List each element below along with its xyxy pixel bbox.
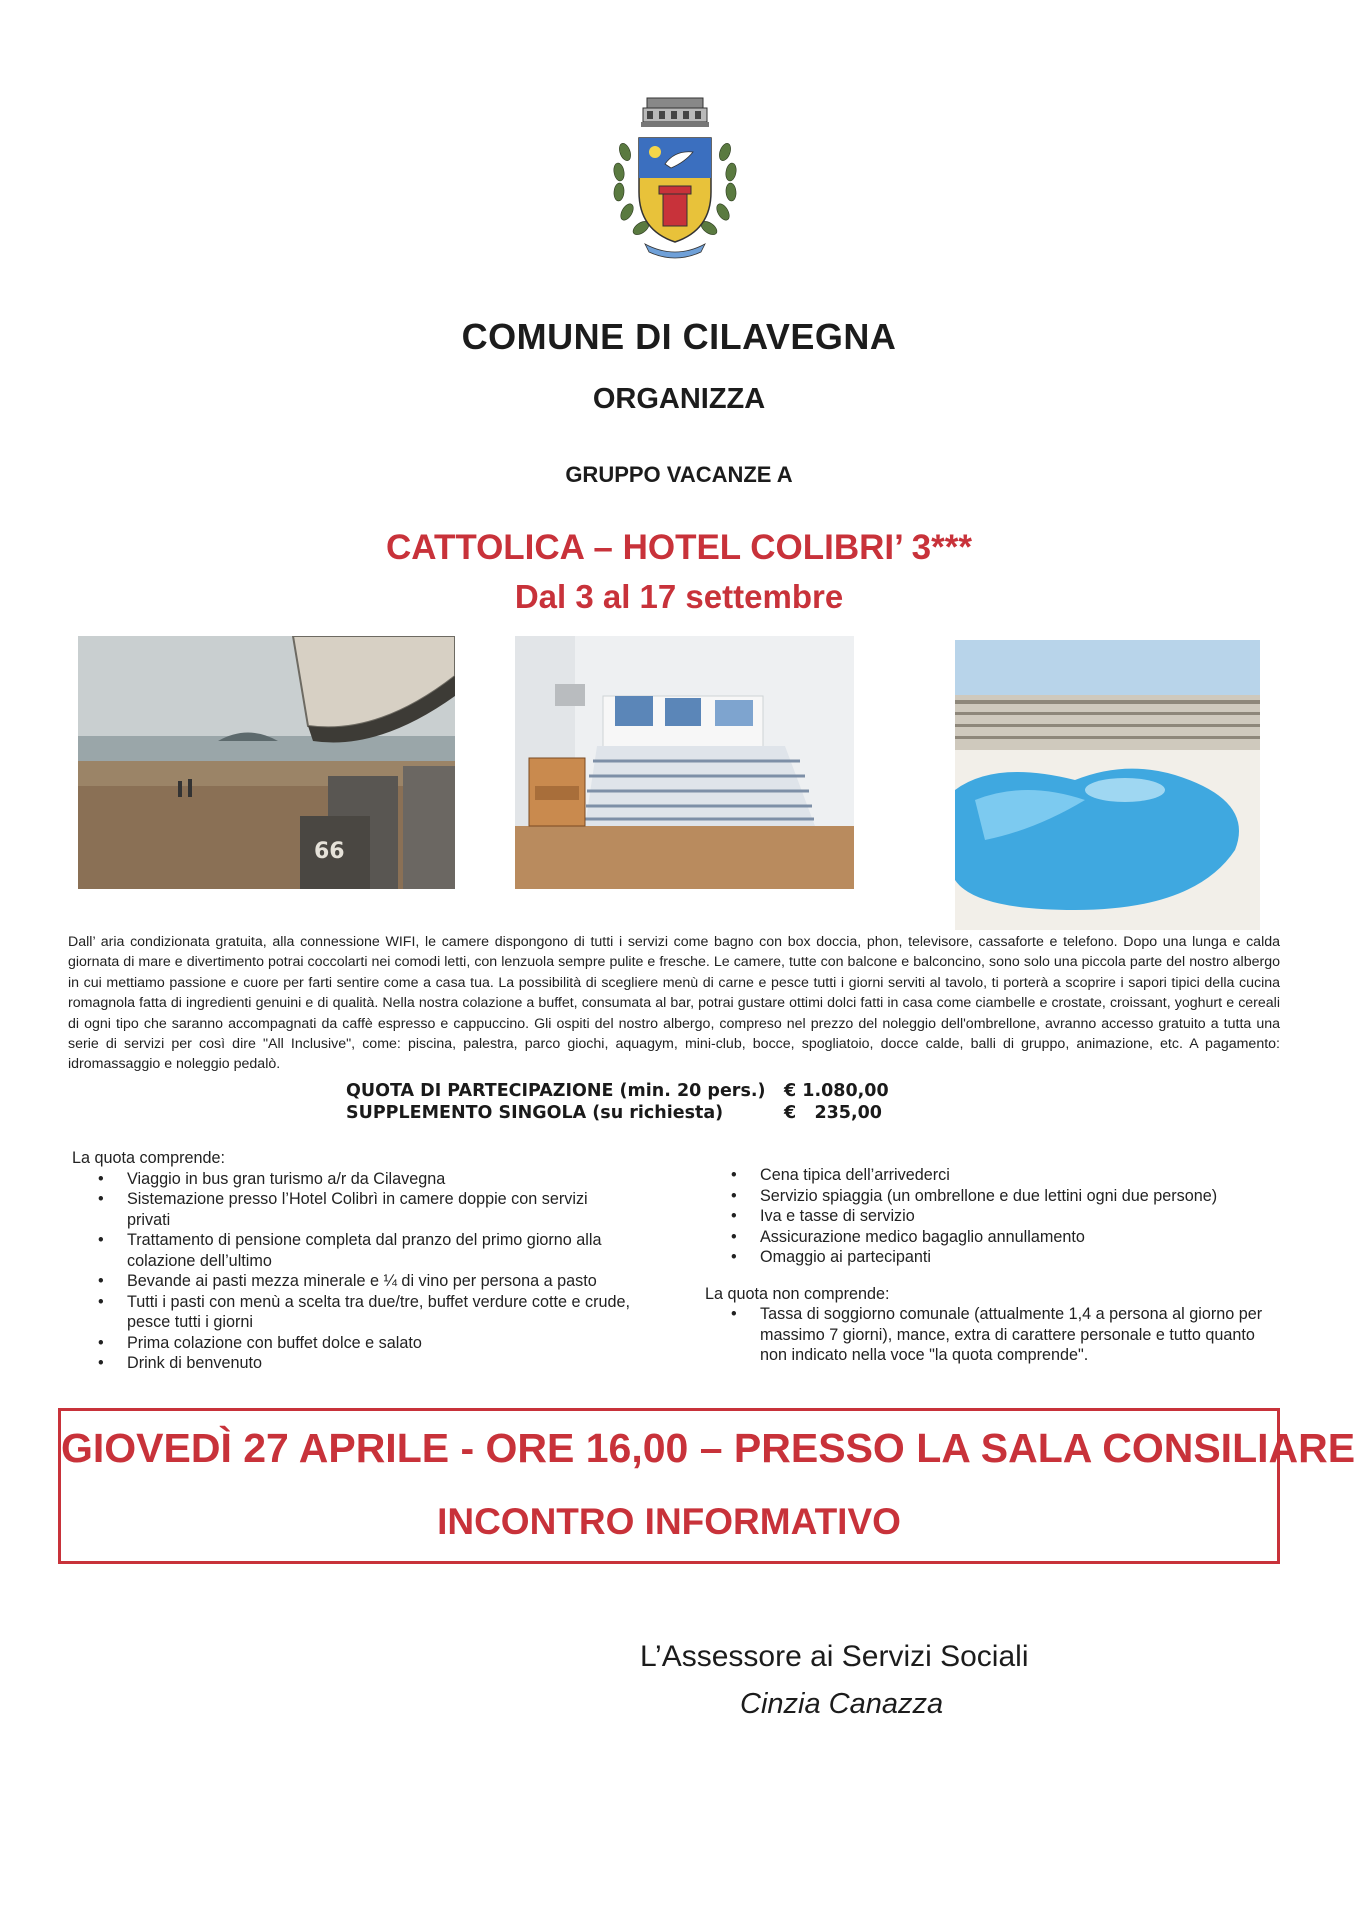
dates-title: Dal 3 al 17 settembre [514, 578, 844, 615]
coat-of-arms-icon [605, 92, 745, 264]
signature-role: L’Assessore ai Servizi Sociali [640, 1640, 1029, 1673]
room-photo [515, 636, 854, 889]
list-item: • Servizio spiaggia (un ombrellone e due lettini ogni due persone) [705, 1186, 1275, 1207]
event-date-line: GIOVEDÌ 27 APRILE - ORE 16,00 – PRESSO LA SALA CONSILIARE [61, 1425, 1356, 1471]
signature-name: Cinzia Canazza [740, 1688, 944, 1720]
subtitle-gruppo: GRUPPO VACANZE A [565, 462, 793, 487]
list-item: • Sistemazione presso l’Hotel Colibrì in camere doppie con servizi privati [72, 1189, 632, 1230]
pool-photo [955, 640, 1260, 930]
pricing-block [346, 1080, 889, 1124]
list-item: • Iva e tasse di servizio [705, 1206, 1275, 1227]
list-item: • Tutti i pasti con menù a scelta tra due/tre, buffet verdure cotte e crude, pesce tutti i giorni [72, 1292, 632, 1333]
subtitle-organizza: ORGANIZZA [592, 383, 766, 415]
list-item: • Assicurazione medico bagaglio annullamento [705, 1227, 1275, 1248]
includes-right-column [705, 1165, 1275, 1366]
includes-intro: La quota comprende: [72, 1149, 225, 1167]
quota-value: € 1.080,00 [784, 1081, 889, 1101]
event-title-line: INCONTRO INFORMATIVO [437, 1501, 901, 1542]
list-item: • Viaggio in bus gran turismo a/r da Cilavegna [72, 1169, 632, 1190]
list-item: • Cena tipica dell’arrivederci [705, 1165, 1275, 1186]
hotel-description: Dall’ aria condizionata gratuita, alla connessione WIFI, le camere dispongono di tutti i servizi come bagno con box doccia, phon, televisore, cassaforte e telefono. Dopo una lunga e calda giornata di mare e divertimento potrai coccolarti nei comodi letti, con lenzuola sempre pulite e fresche. Le camere, tutte con balcone e balconcino, sono solo una piccola parte del nostro albergo in cui mettiamo passione e cuore per farti sentire come a casa tua. La possibilità di scegliere menù di carne e pesce tutti i giorni serviti al tavolo, ti porterà a scoprire i sapori tipici della cucina romagnola fatta di ingredienti genuini e di qualità. Nella nostra colazione a buffet, consumata al bar, potrai gustare ottimi dolci fatti in casa come ciambelle e crostate, croissant, yoghurt e cereali di ogni tipo che saranno accompagnati da caffè espresso e cappuccino. Gli ospiti del nostro albergo, compreso nel prezzo del noleggio dell'ombrellone, avranno accesso gratuito a tutta una serie di servizi per così dire "All Inclusive", come: piscina, palestra, parco giochi, aquagym, mini-club, bocce, spogliatoio, docce calde, balli di gruppo, animazione, etc. A pagamento: idromassaggio e noleggio pedalò. [68, 934, 1280, 1073]
list-item: • Omaggio ai partecipanti [705, 1247, 1275, 1268]
quota-row [346, 1080, 889, 1102]
destination-title: CATTOLICA – HOTEL COLIBRI’ 3*** [386, 528, 972, 567]
excludes-intro: La quota non comprende: [705, 1284, 890, 1303]
list-item: • Bevande ai pasti mezza minerale e ¼ di vino per persona a pasto [72, 1271, 632, 1292]
page-title: COMUNE DI CILAVEGNA [461, 316, 897, 357]
includes-list-left [72, 1169, 632, 1374]
list-item: • Prima colazione con buffet dolce e salato [72, 1333, 632, 1354]
singola-label: SUPPLEMENTO SINGOLA (su richiesta) [346, 1103, 724, 1123]
list-item: • Drink di benvenuto [72, 1353, 632, 1374]
singola-value: € 235,00 [784, 1103, 882, 1123]
excludes-list [705, 1304, 1275, 1366]
quota-label: QUOTA DI PARTECIPAZIONE (min. 20 pers.) [346, 1081, 766, 1101]
includes-list-right [705, 1165, 1275, 1268]
includes-left-column [72, 1148, 632, 1374]
beach-sign-text: 66 [314, 839, 345, 864]
list-item: • Tassa di soggiorno comunale (attualmente 1,4 a persona al giorno per massimo 7 giorni), mance, extra di carattere personale e tutto quanto non indicato nella voce "la quota comprende". [705, 1304, 1275, 1366]
singola-row [346, 1102, 889, 1124]
beach-photo [78, 636, 455, 889]
list-item: • Trattamento di pensione completa dal pranzo del primo giorno alla colazione dell’ultimo [72, 1230, 632, 1271]
event-box [58, 1408, 1356, 1564]
